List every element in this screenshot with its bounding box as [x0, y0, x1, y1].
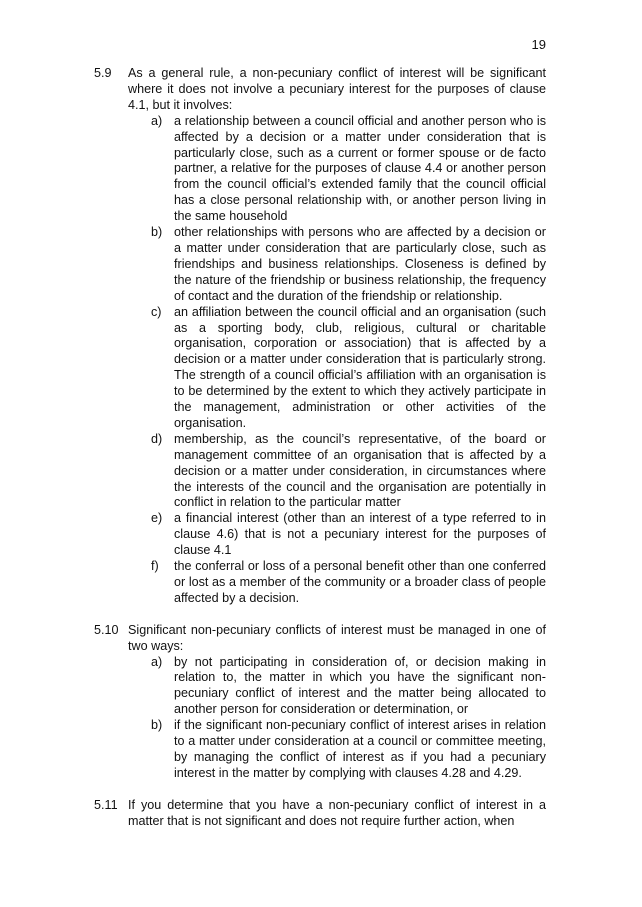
- sub-clause-c: [128, 305, 546, 432]
- sub-clause-letter: d): [151, 431, 163, 446]
- clause-5-10: [94, 623, 546, 782]
- sub-clause-letter: b): [151, 718, 163, 733]
- sub-clause-list: [128, 655, 546, 782]
- sub-clause-letter: e): [151, 511, 163, 526]
- clause-number: 5.11: [94, 797, 118, 812]
- sub-clause-text: by not participating in consideration of, or decision making in relation to, the matter in which you have the significant non-pecuniary conflict of interest and the matter being allocated to another person for consideration or determination, or: [174, 654, 546, 717]
- sub-clause-e: [128, 511, 546, 559]
- sub-clause-letter: a): [151, 654, 163, 669]
- clause-text: If you determine that you have a non-pecuniary conflict of interest in a matter that is not significant and does not require further action, when: [128, 797, 546, 828]
- sub-clause-letter: c): [151, 304, 162, 319]
- sub-clause-list: [128, 114, 546, 607]
- sub-clause-letter: a): [151, 113, 163, 128]
- page-number: 19: [531, 37, 546, 52]
- sub-clause-text: other relationships with persons who are affected by a decision or a matter under consideration that are particularly close, such as friendships and business relationships. Closeness is defined by the nature of the friendship or business relationship, the frequency of contact and the duration of the friendship or relationship.: [174, 225, 546, 303]
- sub-clause-a: [128, 114, 546, 225]
- document-body: [94, 66, 546, 829]
- sub-clause-text: a financial interest (other than an interest of a type referred to in clause 4.6) that is not a pecuniary interest for the purposes of clause 4.1: [174, 511, 546, 558]
- sub-clause-b: [128, 718, 546, 782]
- sub-clause-letter: b): [151, 225, 163, 240]
- clause-text: As a general rule, a non-pecuniary conflict of interest will be significant where it does not involve a pecuniary interest for the purposes of clause 4.1, but it involves:: [128, 66, 546, 112]
- sub-clause-letter: f): [151, 559, 159, 574]
- sub-clause-f: [128, 559, 546, 607]
- clause-number: 5.9: [94, 66, 112, 80]
- sub-clause-a: [128, 655, 546, 719]
- sub-clause-text: membership, as the council’s representative, of the board or management committee of an organisation that is affected by a decision or a matter under consideration, in circumstances where the interests of the council and the organisation are potentially in conflict in relation to the particular matter: [174, 431, 546, 510]
- sub-clause-b: [128, 225, 546, 305]
- clause-text: Significant non-pecuniary conflicts of interest must be managed in one of two ways:: [128, 622, 546, 653]
- sub-clause-text: the conferral or loss of a personal benefit other than one conferred or lost as a member of the community or a broader class of people affected by a decision.: [174, 559, 546, 605]
- sub-clause-d: [128, 432, 546, 512]
- clause-5-9: [94, 66, 546, 607]
- sub-clause-text: an affiliation between the council official and an organisation (such as a sporting body, club, religious, cultural or charitable organisation, corporation or association) that is affected by a decision or a matter under consideration that is particularly strong. The strength of a council official’s affiliation with an organisation is to be determined by the extent to which they actively participate in the management, administration or other activities of the organisation.: [174, 304, 546, 430]
- clause-5-11: [94, 798, 546, 830]
- clause-number: 5.10: [94, 622, 119, 637]
- sub-clause-text: a relationship between a council official and another person who is affected by a decision or a matter under consideration that is particularly close, such as a current or former spouse or de facto partner, a relative for the purposes of clause 4.4 or another person from the council official’s extended family that the council official has a close personal relationship with, or another person living in the same household: [174, 113, 546, 224]
- sub-clause-text: if the significant non-pecuniary conflict of interest arises in relation to a matter under consideration at a council or committee meeting, by managing the conflict of interest as if you had a pecuniary interest in the matter by complying with clauses 4.28 and 4.29.: [174, 718, 546, 780]
